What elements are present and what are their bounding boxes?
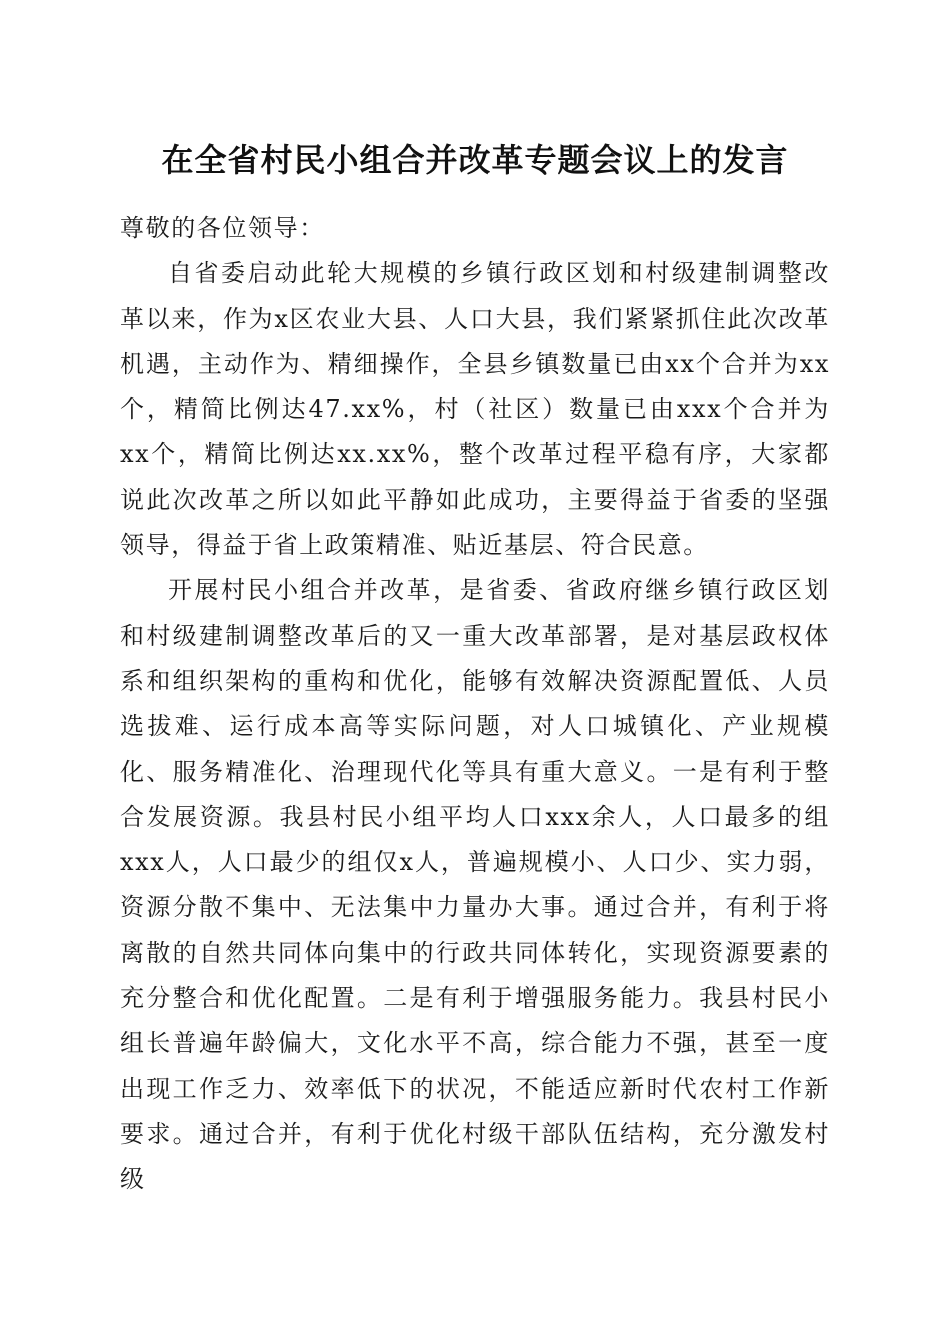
salutation: 尊敬的各位领导： xyxy=(120,214,325,242)
body-paragraph-1: 自省委启动此轮大规模的乡镇行政区划和村级建制调整改革以来，作为x区农业大县、人口大县，我们紧紧抓住此次改革机遇，主动作为、精细操作，全县乡镇数量已由xx个合并为xx个，精简比例达47.xx%，村（社区）数量已由xxx个合并为xx个，精简比例达xx.xx%，整个改革过程平稳有序，大家都说此次改革之所以如此平静如此成功，主要得益于省委的坚强领导，得益于省上政策精准、贴近基层、符合民意。 xyxy=(120,259,830,560)
document-title: 在全省村民小组合并改革专题会议上的发言 xyxy=(161,141,789,179)
body-paragraph-2: 开展村民小组合并改革，是省委、省政府继乡镇行政区划和村级建制调整改革后的又一重大改革部署，是对基层政权体系和组织架构的重构和优化，能够有效解决资源配置低、人员选拔难、运行成本高等实际问题，对人口城镇化、产业规模化、服务精准化、治理现代化等具有重大意义。一是有利于整合发展资源。我县村民小组平均人口xxx余人，人口最多的组xxx人，人口最少的组仅x人，普遍规模小、人口少、实力弱，资源分散不集中、无法集中力量办大事。通过合并，有利于将离散的自然共同体向集中的行政共同体转化，实现资源要素的充分整合和优化配置。二是有利于增强服务能力。我县村民小组长普遍年龄偏大，文化水平不高，综合能力不强，甚至一度出现工作乏力、效率低下的状况，不能适应新时代农村工作新要求。通过合并，有利于优化村级干部队伍结构，充分激发村级 xyxy=(120,576,830,1194)
document-body xyxy=(120,206,830,1203)
